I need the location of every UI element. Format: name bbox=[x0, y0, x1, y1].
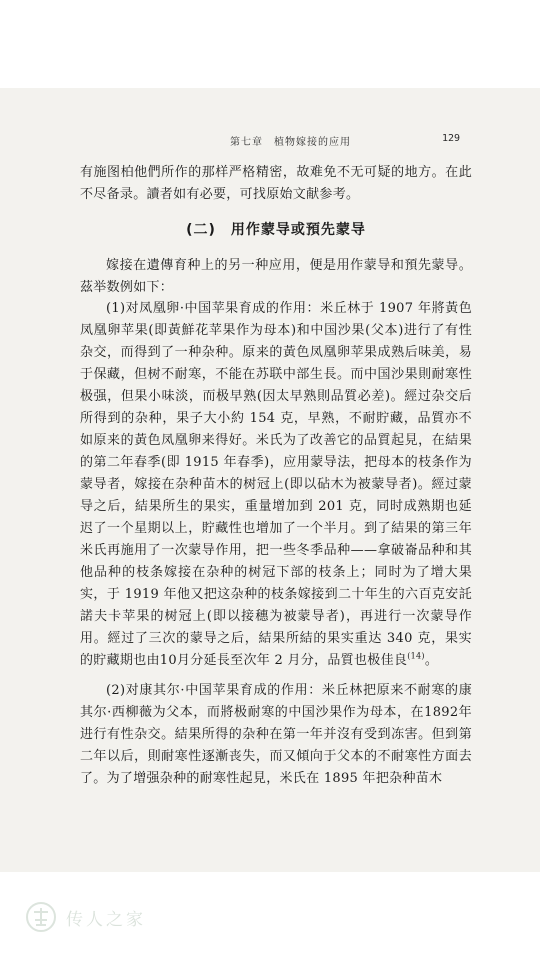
paragraph-continued: 有施图柏他們所作的那样严格精密，故难免不无可疑的地方。在此不尽备录。讀者如有必要，可找原始文献参考。 bbox=[80, 165, 472, 202]
paragraph-example-1 bbox=[80, 298, 472, 682]
chapter-title: 第七章 植物嫁接的应用 bbox=[230, 137, 351, 148]
paragraph-intro: 嫁接在遺傳育种上的另一种应用，便是用作蒙导和預先蒙导。茲举数例如下： bbox=[80, 258, 472, 295]
paragraph-example-2: (2)对康其尔·中国苹果育成的作用：米丘林把原来不耐寒的康其尔·西柳薇为父本，而將极耐寒的中国沙果作为母本，在1892年进行有性杂交。結果所得的杂种在第一年并沒有受到冻害。但到第二年以后，則耐寒性逐漸丧失，而又傾向于父本的不耐寒性方面去了。为了增强杂种的耐寒性起見，米氏在 1895 年把杂种苗木 bbox=[80, 683, 472, 786]
top-margin-band bbox=[0, 0, 540, 88]
watermark bbox=[24, 897, 146, 937]
section-heading: (二) 用作蒙导或預先蒙导 bbox=[186, 222, 366, 238]
watermark-text: 传人之家 bbox=[66, 909, 146, 930]
citation-marker: (14) bbox=[407, 651, 425, 661]
paragraph-example-1-text: (1)对凤凰卵·中国苹果育成的作用：米丘林于 1907 年將黃色凤凰卵苹果(即黃鮮花苹果作为母本)和中国沙果(父本)进行了有性杂交，而得到了一种杂种。原来的黃色凤凰卵苹果成熟后味美，易于保藏，但树不耐寒，不能在苏联中部生長。而中国沙果則耐寒性极强，但果小味淡，而极早熟(因太早熟則品質必差)。經过杂交后所得到的杂种，果子大小約 154 克，早熟，不耐貯藏，品質亦不如原来的黃色凤凰卵来得好。米氏为了改善它的品質起見，在結果的第二年春季(即 1915 年春季)，应用蒙导法，把母本的枝条作为蒙导者，嫁接在杂种苗木的树冠上(即以砧木为被蒙导者)。經过蒙导之后，結果所生的果实，重量增加到 201 克，同时成熟期也延迟了一个星期以上，貯藏性也增加了一个半月。到了結果的第三年米氏再施用了一次蒙导作用，把一些冬季品种——拿破崙品种和其他品种的枝条嫁接在杂种的树冠下部的枝条上；同时为了增大果实，于 1919 年他又把这杂种的枝条嫁接到二十年生的六百克安託諾夫卡苹果的树冠上(即以接穗为被蒙导者)，再进行一次蒙导作用。經过了三次的蒙导之后，結果所結的果实重达 340 克，果实的貯藏期也由10月分延長至次年 2 月分，品質也极佳良 bbox=[80, 301, 472, 668]
paragraph-example-1-end: 。 bbox=[424, 653, 439, 668]
page-number: 129 bbox=[441, 133, 460, 144]
running-header bbox=[80, 133, 460, 149]
seal-logo-icon bbox=[24, 900, 58, 934]
